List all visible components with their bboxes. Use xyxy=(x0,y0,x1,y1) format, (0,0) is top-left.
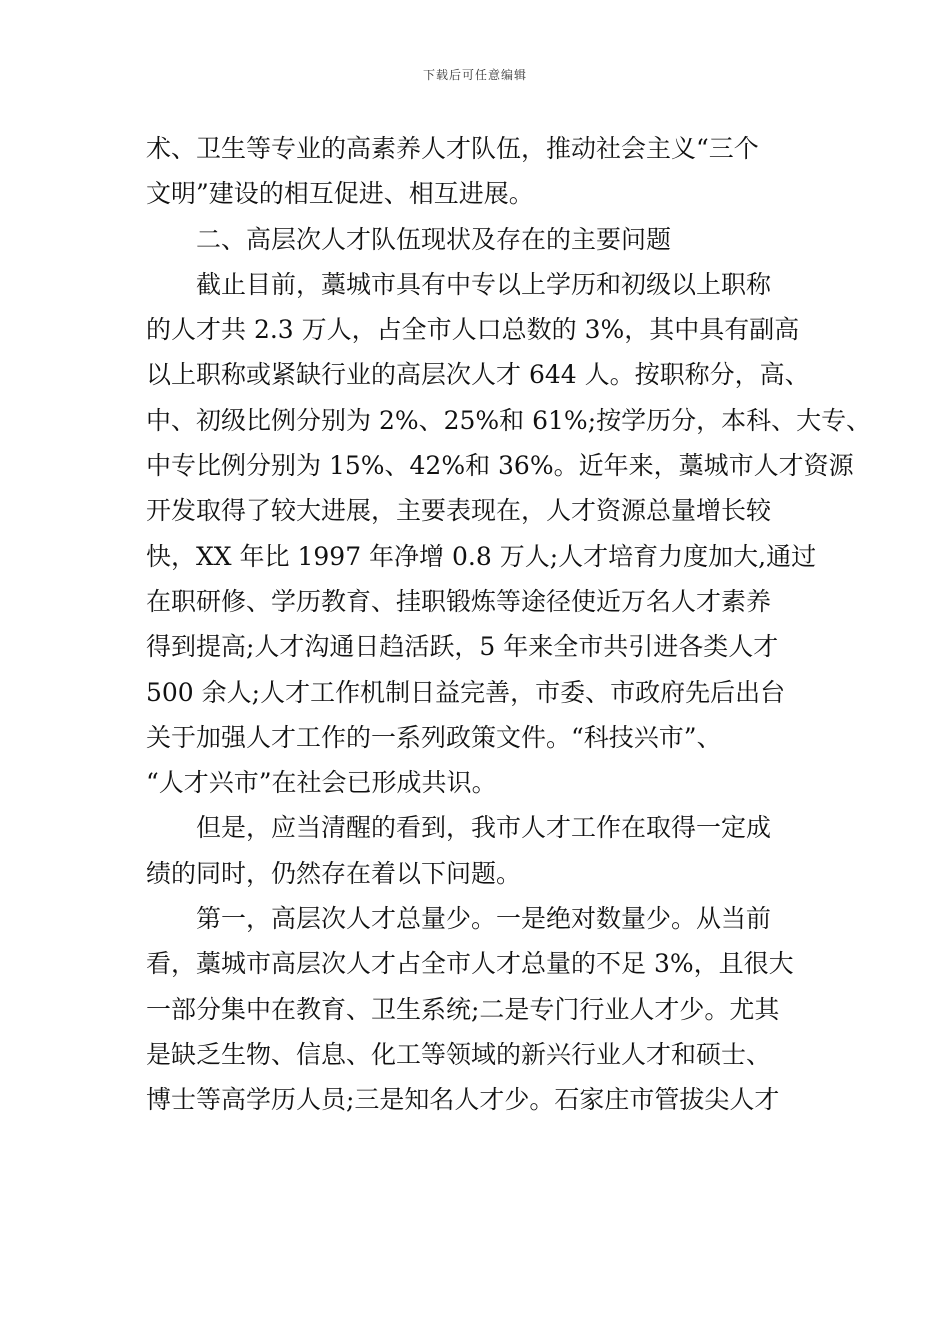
text-line: 的人才共 2.3 万人，占全市人口总数的 3%，其中具有副高 xyxy=(146,315,800,345)
text-line: 中专比例分别为 15%、42%和 36%。近年来，藁城市人才资源 xyxy=(146,451,854,481)
text-line: 快，XX 年比 1997 年净增 0.8 万人;人才培育力度加大,通过 xyxy=(146,541,817,571)
text-line: “人才兴市”在社会已形成共识。 xyxy=(146,768,497,798)
section-heading: 二、高层次人才队伍现状及存在的主要问题 xyxy=(196,224,672,254)
text-line: 是缺乏生物、信息、化工等领域的新兴行业人才和硕士、 xyxy=(146,1039,772,1069)
text-line: 术、卫生等专业的高素养人才队伍，推动社会主义“三个 xyxy=(146,134,759,163)
text-line: 开发取得了较大进展，主要表现在，人才资源总量增长较 xyxy=(146,496,772,526)
text-line: 以上职称或紧缺行业的高层次人才 644 人。按职称分，高、 xyxy=(146,360,810,390)
text-line: 截止目前，藁城市具有中专以上学历和初级以上职称 xyxy=(196,269,772,299)
text-line: 看，藁城市高层次人才占全市人才总量的不足 3%，且很大 xyxy=(146,949,794,979)
text-line: 得到提高;人才沟通日趋活跃，5 年来全市共引进各类人才 xyxy=(146,632,779,662)
text-line: 但是，应当清醒的看到，我市人才工作在取得一定成 xyxy=(196,813,772,843)
text-line: 500 余人;人才工作机制日益完善，市委、市政府先后出台 xyxy=(146,677,786,707)
text-line: 博士等高学历人员;三是知名人才少。石家庄市管拔尖人才 xyxy=(146,1085,780,1115)
text-line: 一部分集中在教育、卫生系统;二是专门行业人才少。尤其 xyxy=(146,994,780,1024)
text-line: 关于加强人才工作的一系列政策文件。“科技兴市”、 xyxy=(146,722,722,752)
text-line: 中、初级比例分别为 2%、25%和 61%;按学历分，本科、大专、 xyxy=(146,405,872,435)
text-line: 第一，高层次人才总量少。一是绝对数量少。从当前 xyxy=(196,904,772,934)
text-line: 文明”建设的相互促进、相互进展。 xyxy=(146,179,534,209)
page-header-note: 下载后可任意编辑 xyxy=(422,68,527,82)
text-line: 绩的同时，仍然存在着以下问题。 xyxy=(146,858,522,888)
document-body xyxy=(146,126,872,1123)
text-line: 在职研修、学历教育、挂职锻炼等途径使近万名人才素养 xyxy=(146,586,772,616)
